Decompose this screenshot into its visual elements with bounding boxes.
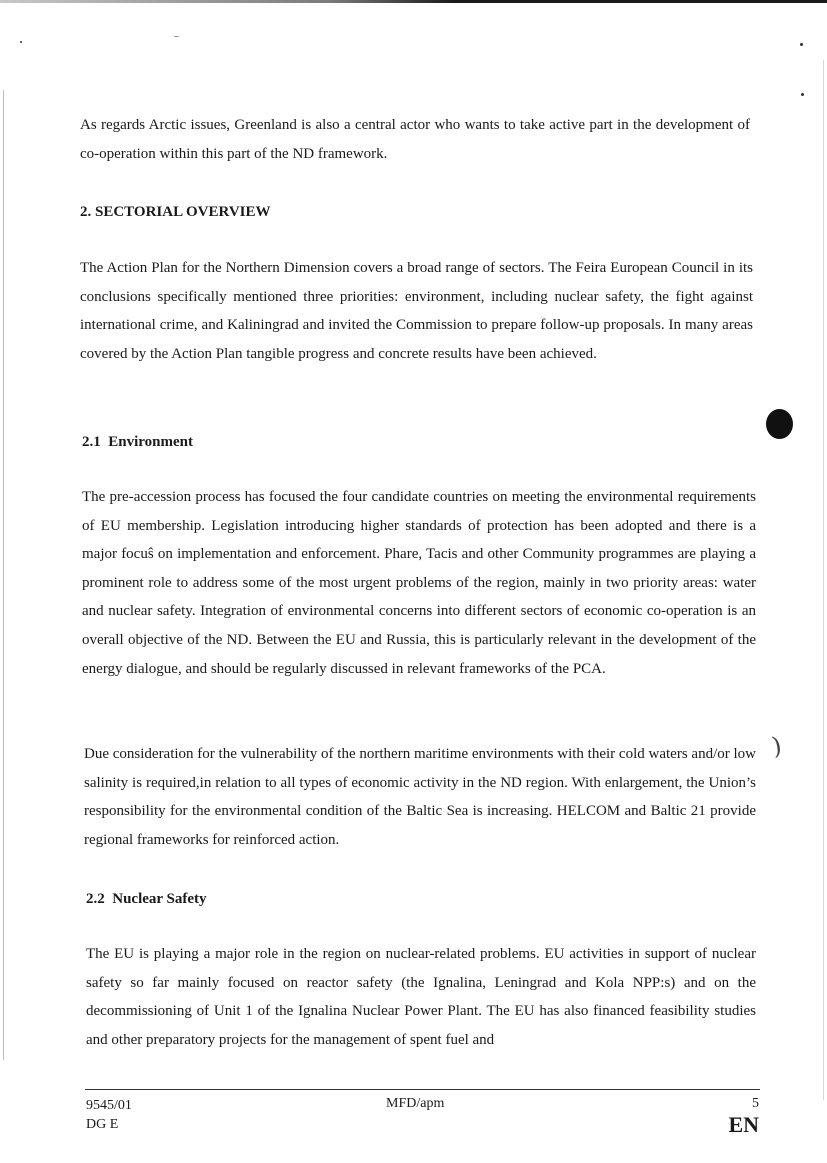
scan-speck <box>801 93 804 96</box>
footer-directorate: DG E <box>86 1117 119 1132</box>
paragraph-arctic: As regards Arctic issues, Greenland is also a central actor who wants to take active part in the development of co-operation within this part of the ND framework. <box>80 117 750 162</box>
footer-page-number: 5 <box>752 1096 759 1111</box>
scan-speck <box>174 36 179 37</box>
footer-divider <box>85 1089 760 1090</box>
heading-environment: 2.1 Environment <box>82 434 193 450</box>
right-margin-line <box>823 60 824 1100</box>
scan-speck <box>20 41 22 43</box>
paragraph-nuclear-1: The EU is playing a major role in the region on nuclear-related problems. EU activities in support of nuclear safety so far mainly focused on reactor safety (the Ignalina, Leningrad and Kola NPP:s) and on the decommissioning of Unit 1 of the Ignalina Nuclear Power Plant. The EU has also financed feasibility studies and other preparatory projects for the management of spent fuel and <box>86 946 756 1048</box>
heading-sectoral-overview: 2. SECTORIAL OVERVIEW <box>80 204 271 220</box>
paragraph-sectoral-intro: The Action Plan for the Northern Dimension covers a broad range of sectors. The Feira European Council in its conclusions specifically mentioned three priorities: environment, including nuclear safety, the fight against international crime, and Kaliningrad and invited the Commission to prepare follow-up proposals. In many areas covered by the Action Plan tangible progress and concrete results have been achieved. <box>80 260 753 362</box>
paragraph-environment-2: Due consideration for the vulnerability of the northern maritime environments with their cold waters and/or low salinity is required,in relation to all types of economic activity in the ND region. With enlargement, the Union’s responsibility for the environmental condition of the Baltic Sea is increasing. HELCOM and Baltic 21 provide regional frameworks for reinforced action. <box>84 746 756 848</box>
left-margin-line <box>3 90 4 1060</box>
footer-language-code: EN <box>728 1112 759 1137</box>
paragraph-environment-1: The pre-accession process has focused the four candidate countries on meeting the environmental requirements of EU membership. Legislation introducing higher standards of protection has been adopted and there is a major focuŝ on implementation and enforcement. Phare, Tacis and other Community programmes are playing a prominent role to address some of the most urgent problems of the region, mainly in two priority areas: water and nuclear safety. Integration of environmental concerns into different sectors of economic co-operation is an overall objective of the ND. Between the EU and Russia, this is particularly relevant in the development of the energy dialogue, and should be regularly discussed in relevant frameworks of the PCA. <box>82 489 756 677</box>
footer-doc-number: 9545/01 <box>86 1098 132 1113</box>
scan-artifact-mark: ) <box>769 731 784 761</box>
footer-initials: MFD/apm <box>386 1096 445 1111</box>
heading-nuclear-safety: 2.2 Nuclear Safety <box>86 891 207 907</box>
punch-hole-mark <box>766 409 793 439</box>
scan-speck <box>800 43 803 46</box>
top-scan-rule <box>0 0 827 3</box>
